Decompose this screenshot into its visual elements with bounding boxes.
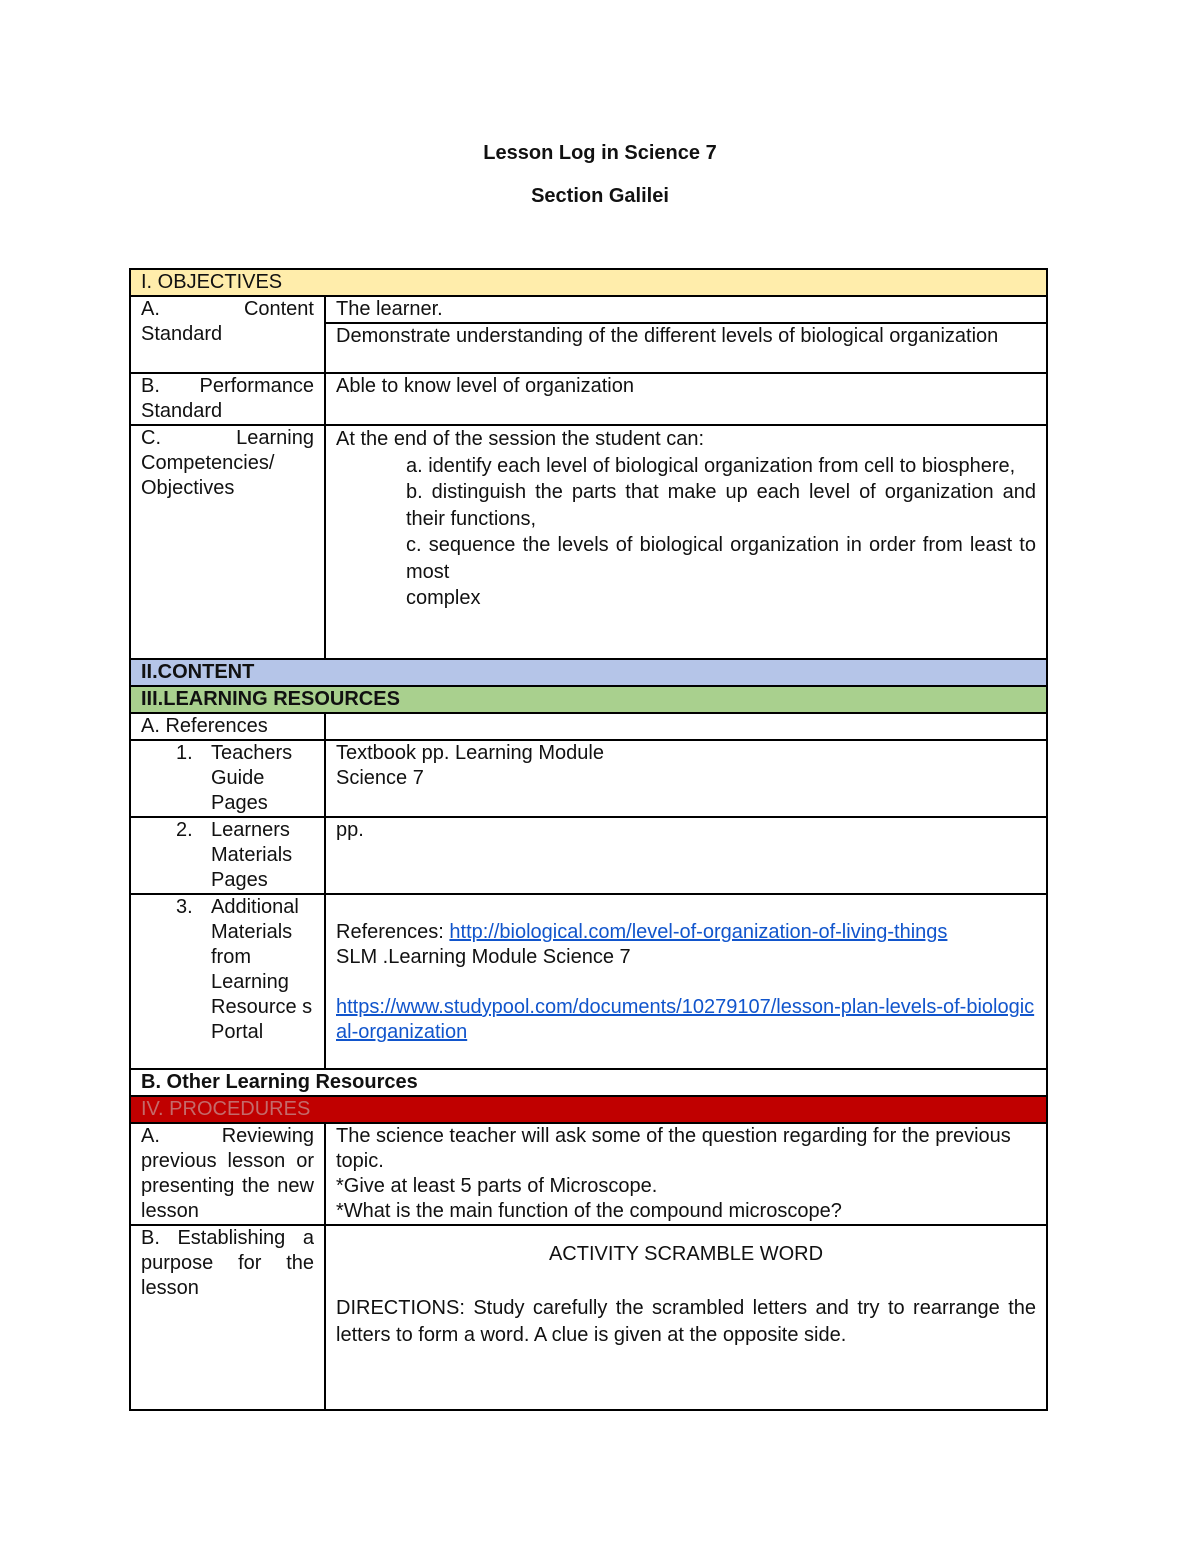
learning-competencies-row	[130, 425, 1047, 659]
performance-standard-label: B. Performance Standard	[130, 373, 325, 425]
references-label: A. References	[130, 713, 325, 740]
teachers-guide-line2: Science 7	[336, 767, 424, 789]
references-line	[336, 920, 1036, 945]
teachers-guide-text: Teachers Guide Pages	[211, 742, 293, 814]
additional-materials-text: Additional Materials from Learning Resource s Portal	[211, 896, 313, 1043]
teachers-guide-value	[325, 740, 1047, 817]
resources-heading: III.LEARNING RESOURCES	[130, 686, 1047, 713]
performance-standard-row	[130, 373, 1047, 425]
learning-competencies-label: C. Learning Competencies/ Objectives	[130, 425, 325, 659]
competencies-intro: At the end of the session the student can:	[336, 428, 705, 450]
additional-materials-value	[325, 894, 1047, 1069]
teachers-guide-label	[130, 740, 325, 817]
reviewing-line2: *Give at least 5 parts of Microscope.	[336, 1175, 658, 1197]
additional-materials-label	[130, 894, 325, 1069]
learners-materials-label	[130, 817, 325, 894]
other-resources-label: B. Other Learning Resources	[130, 1069, 1047, 1096]
learners-materials-row	[130, 817, 1047, 894]
other-resources-row	[130, 1069, 1047, 1096]
studypool-link[interactable]: https://www.studypool.com/documents/10279107/lesson-plan-levels-of-biological-organization	[336, 996, 1035, 1043]
content-heading: II.CONTENT	[130, 659, 1047, 686]
teachers-guide-row	[130, 740, 1047, 817]
learners-materials-text: Learners Materials Pages	[211, 819, 293, 891]
activity-title: ACTIVITY SCRAMBLE WORD	[548, 1243, 824, 1265]
section-title: Section Galilei	[531, 185, 669, 207]
competency-item-b: b. distinguish the parts that make up each level of organization and their functions,	[406, 481, 1036, 530]
content-standard-label: A. Content Standard	[130, 296, 325, 373]
biological-link[interactable]: http://biological.com/level-of-organization-of-living-things	[449, 921, 948, 943]
teachers-guide-line1: Textbook pp. Learning Module	[336, 742, 604, 764]
competency-item-a: a. identify each level of biological organization from cell to biosphere,	[406, 454, 1016, 477]
teachers-guide-num: 1.	[176, 742, 193, 764]
references-value	[325, 713, 1047, 740]
additional-materials-num: 3.	[176, 896, 193, 918]
content-standard-line1: The learner.	[336, 298, 443, 320]
establishing-row	[130, 1225, 1047, 1410]
learners-materials-num: 2.	[176, 819, 193, 841]
reviewing-line1: The science teacher will ask some of the question regarding for the previous topic.	[336, 1125, 1011, 1172]
procedures-heading: IV. PROCEDURES	[130, 1096, 1047, 1123]
slm-line: SLM .Learning Module Science 7	[336, 946, 631, 968]
directions-text: DIRECTIONS: Study carefully the scrambled letters and try to rearrange the letters to form a word. A clue is given at the opposite side.	[336, 1297, 1036, 1346]
objectives-heading: I. OBJECTIVES	[130, 269, 1047, 296]
resources-header-row	[130, 686, 1047, 713]
establishing-label: B. Establishing a purpose for the lesson	[130, 1225, 325, 1410]
references-prefix: References:	[336, 921, 450, 943]
content-header-row	[130, 659, 1047, 686]
establishing-value	[325, 1225, 1047, 1410]
content-standard-value	[325, 296, 1047, 373]
procedures-header-row	[130, 1096, 1047, 1123]
objectives-header-row	[130, 269, 1047, 296]
learners-materials-value: pp.	[325, 817, 1047, 894]
reviewing-row	[130, 1123, 1047, 1225]
document-title: Lesson Log in Science 7	[483, 142, 717, 164]
learning-competencies-value	[325, 425, 1047, 659]
additional-materials-row	[130, 894, 1047, 1069]
references-row	[130, 713, 1047, 740]
content-standard-row	[130, 296, 1047, 373]
competency-item-c: c. sequence the levels of biological organization in order from least to most	[406, 534, 1036, 583]
reviewing-value	[325, 1123, 1047, 1225]
reviewing-line3: *What is the main function of the compound microscope?	[336, 1200, 842, 1222]
reviewing-label: A. Reviewing previous lesson or presenting the new lesson	[130, 1123, 325, 1225]
content-standard-line2: Demonstrate understanding of the different levels of biological organization	[326, 322, 1046, 349]
competency-item-c-cont: complex	[406, 587, 481, 609]
performance-standard-value: Able to know level of organization	[325, 373, 1047, 425]
lesson-log-table	[129, 268, 1048, 1411]
